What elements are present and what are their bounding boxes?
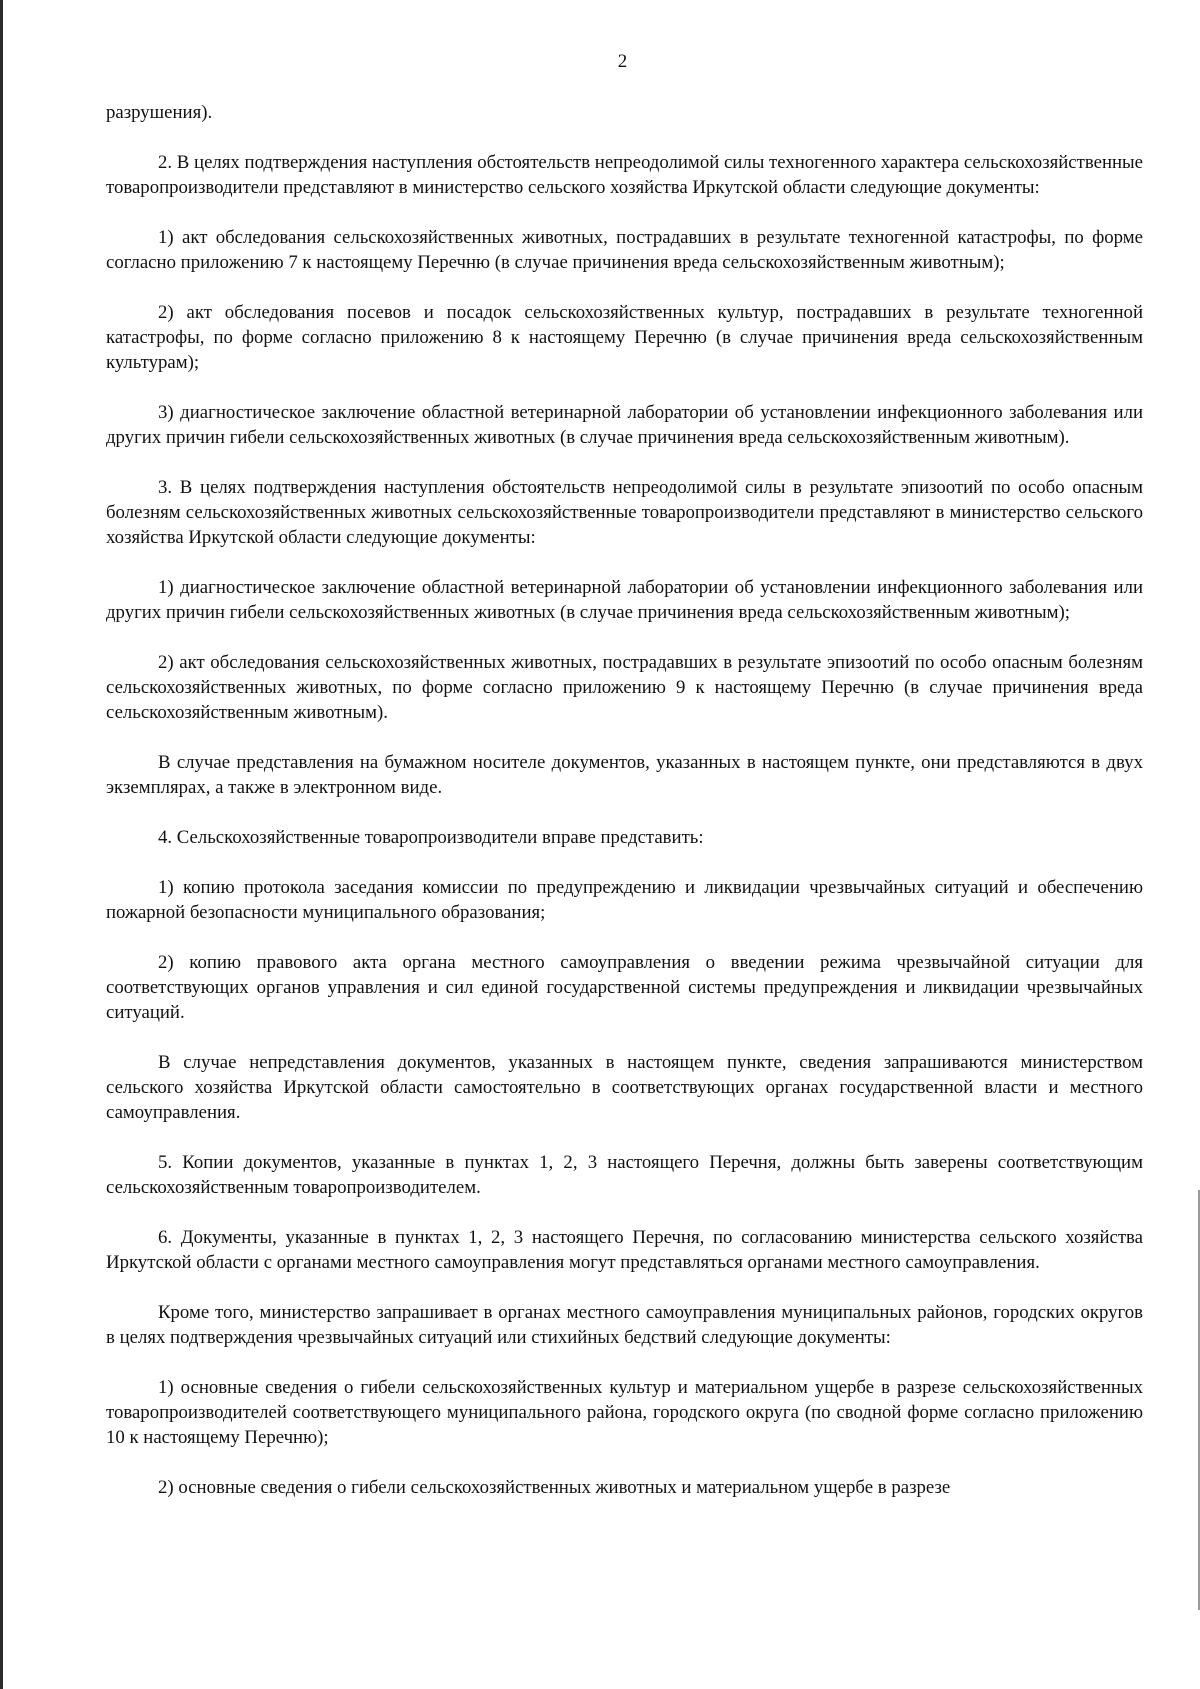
paragraph-item-4-note: В случае непредставления документов, указанных в настоящем пункте, сведения запрашиваются министерством сельского хозяйства Иркутской области самостоятельно в соответствующих органах государственной власти и местного самоуправления.: [106, 1052, 1143, 1123]
paragraph-item-4-1: 1) копию протокола заседания комиссии по предупреждению и ликвидации чрезвычайных ситуаций и обеспечению пожарной безопасности муниципального образования;: [106, 877, 1143, 923]
paragraph-item-4-2: 2) копию правового акта органа местного самоуправления о введении режима чрезвычайной ситуации для соответствующих органов управления и сил единой государственной системы предупреждения и ликвидации чрезвычайных ситуаций.: [106, 952, 1143, 1023]
paragraph-request-2: 2) основные сведения о гибели сельскохозяйственных животных и материальном ущербе в разрезе: [158, 1477, 951, 1498]
paragraph-item-3-2: 2) акт обследования сельскохозяйственных животных, пострадавших в результате эпизоотий по особо опасным болезням сельскохозяйственных животных, по форме согласно приложению 9 к настоящему Перечню (в случае причинения вреда сельскохозяйственным животным).: [106, 652, 1143, 723]
paragraph-continuation: разрушения).: [106, 102, 213, 123]
page-number: 2: [617, 51, 628, 72]
paragraph-item-2-2: 2) акт обследования посевов и посадок сельскохозяйственных культур, пострадавших в результате техногенной катастрофы, по форме согласно приложению 8 к настоящему Перечню (в случае причинения вреда сельскохозяйственным культурам);: [106, 302, 1143, 373]
paragraph-item-3: 3. В целях подтверждения наступления обстоятельств непреодолимой силы в результате эпизоотий по особо опасным болезням сельскохозяйственных животных сельскохозяйственные товаропроизводители представляют в министерство сельского хозяйства Иркутской области следующие документы:: [106, 477, 1143, 548]
scan-edge-left: [0, 0, 3, 1689]
paragraph-item-4: 4. Сельскохозяйственные товаропроизводители вправе представить:: [158, 827, 704, 848]
paragraph-item-2-3: 3) диагностическое заключение областной ветеринарной лаборатории об установлении инфекционного заболевания или других причин гибели сельскохозяйственных животных (в случае причинения вреда сельскохозяйственным животным).: [106, 402, 1143, 448]
paragraph-item-3-note: В случае представления на бумажном носителе документов, указанных в настоящем пункте, они представляются в двух экземплярах, а также в электронном виде.: [106, 752, 1143, 798]
paragraph-ministry-request: Кроме того, министерство запрашивает в органах местного самоуправления муниципальных районов, городских округов в целях подтверждения чрезвычайных ситуаций или стихийных бедствий следующие документы:: [106, 1302, 1143, 1348]
paragraph-item-5: 5. Копии документов, указанные в пунктах 1, 2, 3 настоящего Перечня, должны быть заверены соответствующим сельскохозяйственным товаропроизводителем.: [106, 1152, 1143, 1198]
paragraph-request-1: 1) основные сведения о гибели сельскохозяйственных культур и материальном ущербе в разрезе сельскохозяйственных товаропроизводителей соответствующего муниципального района, городского округа (по сводной форме согласно приложению 10 к настоящему Перечню);: [106, 1377, 1143, 1448]
paragraph-item-3-1: 1) диагностическое заключение областной ветеринарной лаборатории об установлении инфекционного заболевания или других причин гибели сельскохозяйственных животных (в случае причинения вреда сельскохозяйственным животным);: [106, 577, 1143, 623]
paragraph-item-2-1: 1) акт обследования сельскохозяйственных животных, пострадавших в результате техногенной катастрофы, по форме согласно приложению 7 к настоящему Перечню (в случае причинения вреда сельскохозяйственным животным);: [106, 227, 1143, 273]
paragraph-item-2: 2. В целях подтверждения наступления обстоятельств непреодолимой силы техногенного характера сельскохозяйственные товаропроизводители представляют в министерство сельского хозяйства Иркутской области следующие документы:: [106, 152, 1143, 198]
document-body: [106, 100, 1143, 1500]
paragraph-item-6: 6. Документы, указанные в пунктах 1, 2, 3 настоящего Перечня, по согласованию министерства сельского хозяйства Иркутской области с органами местного самоуправления могут представляться органами местного самоуправления.: [106, 1227, 1143, 1273]
